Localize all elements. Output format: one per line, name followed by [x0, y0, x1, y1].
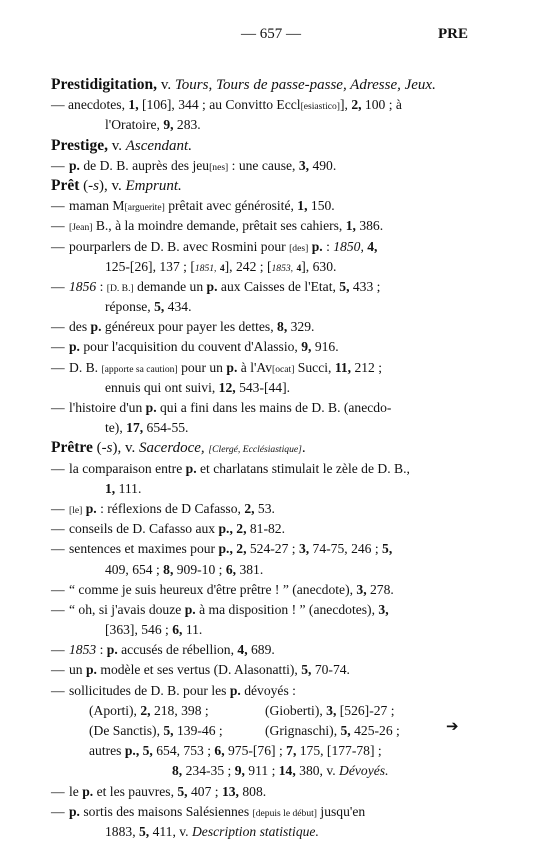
entry-line: 409, 654 ; 8, 909-10 ; 6, 381. — [105, 561, 264, 577]
entry-line: — sentences et maximes pour p., 2, 524-27 ; 3, 74-75, 246 ; 5, — [51, 541, 393, 557]
entry-line: (Aporti), 2, 218, 398 ; (Gioberti), 3, [526]-27 ; — [89, 702, 395, 718]
entry-line: — l'histoire d'un p. qui a fini dans les mains de D. B. (anecdo- — [51, 400, 392, 415]
entry-line: 125-[26], 137 ; [1851, 4], 242 ; [1853, 4], 630. — [105, 258, 337, 274]
entry-line: — la comparaison entre p. et charlatans stimulait le zèle de D. B., — [51, 460, 410, 476]
entry-heading-pretre: Prêtre (-s), v. Sacerdoce, [Clergé, Ecclésiastique]. — [51, 439, 306, 457]
entry-line: — un p. modèle et ses vertus (D. Alasonatti), 5, 70-74. — [51, 662, 350, 678]
entry-line: — [le] p. : réflexions de D Cafasso, 2, 53. — [51, 500, 275, 516]
entry-line: 1883, 5, 411, v. Description statistique. — [105, 823, 319, 839]
entry-heading-prestidigitation: Prestidigitation, v. Tours, Tours de passe-passe, Adresse, Jeux. — [51, 76, 436, 93]
entry-line: — maman M[arguerite] prêtait avec générosité, 1, 150. — [51, 198, 335, 214]
entry-line: réponse, 5, 434. — [105, 299, 192, 315]
entry-line: — p. pour l'acquisition du couvent d'Alassio, 9, 916. — [51, 339, 339, 355]
entry-line: — anecdotes, 1, [106], 344 ; au Convitto Eccl[esiastico]], 2, 100 ; à — [51, 97, 402, 113]
entry-line: — le p. et les pauvres, 5, 407 ; 13, 808. — [51, 783, 267, 799]
entry-line: — conseils de D. Cafasso aux p., 2, 81-82. — [51, 521, 285, 537]
entry-line: 8, 234-35 ; 9, 911 ; 14, 380, v. Dévoyés. — [172, 763, 389, 779]
index-body — [51, 75, 471, 842]
entry-line: ennuis qui ont suivi, 12, 543-[44]. — [105, 379, 291, 395]
entry-line: — 1853 : p. accusés de rébellion, 4, 689. — [51, 642, 275, 658]
entry-line: l'Oratoire, 9, 283. — [105, 117, 201, 133]
running-head: PRE — [438, 26, 468, 42]
entry-line: — des p. généreux pour payer les dettes, 8, 329. — [51, 319, 315, 335]
page-number: — 657 — — [241, 26, 301, 42]
entry-line: — sollicitudes de D. B. pour les p. dévoyés : — [51, 682, 296, 698]
entry-line: autres p., 5, 654, 753 ; 6, 975-[76] ; 7, 175, [177-78] ; — [89, 743, 382, 759]
entry-line: 1, 111. — [105, 480, 142, 496]
entry-line: — p. de D. B. auprès des jeu[nes] : une cause, 3, 490. — [51, 157, 337, 173]
entry-line: — “ oh, si j'avais douze p. à ma disposition ! ” (anecdotes), 3, — [51, 601, 389, 617]
entry-line: [363], 546 ; 6, 11. — [105, 622, 203, 638]
entry-line: — D. B. [apporte sa caution] pour un p. à l'Av[ocat] Succi, 11, 212 ; — [51, 359, 383, 375]
entry-heading-prestige: Prestige, v. Ascendant. — [51, 136, 192, 154]
entry-line: — p. sortis des maisons Salésiennes [depuis le début] jusqu'en — [51, 803, 366, 819]
entry-line: — [Jean] B., à la moindre demande, prêtait ses cahiers, 1, 386. — [51, 218, 384, 234]
entry-heading-pret: Prêt (-s), v. Emprunt. — [51, 176, 182, 194]
entry-line: te), 17, 654-55. — [105, 420, 189, 436]
continue-arrow-icon: ➔ — [446, 717, 459, 735]
entry-line: — 1856 : [D. B.] demande un p. aux Caisses de l'Etat, 5, 433 ; — [51, 278, 381, 294]
entry-line: — pourparlers de D. B. avec Rosmini pour [des] p. : 1850, 4, — [51, 238, 378, 254]
entry-line: (De Sanctis), 5, 139-46 ; (Grignaschi), 5, 425-26 ; — [89, 723, 400, 738]
page-header — [0, 26, 542, 48]
entry-line: — “ comme je suis heureux d'être prêtre ! ” (anecdote), 3, 278. — [51, 581, 394, 597]
